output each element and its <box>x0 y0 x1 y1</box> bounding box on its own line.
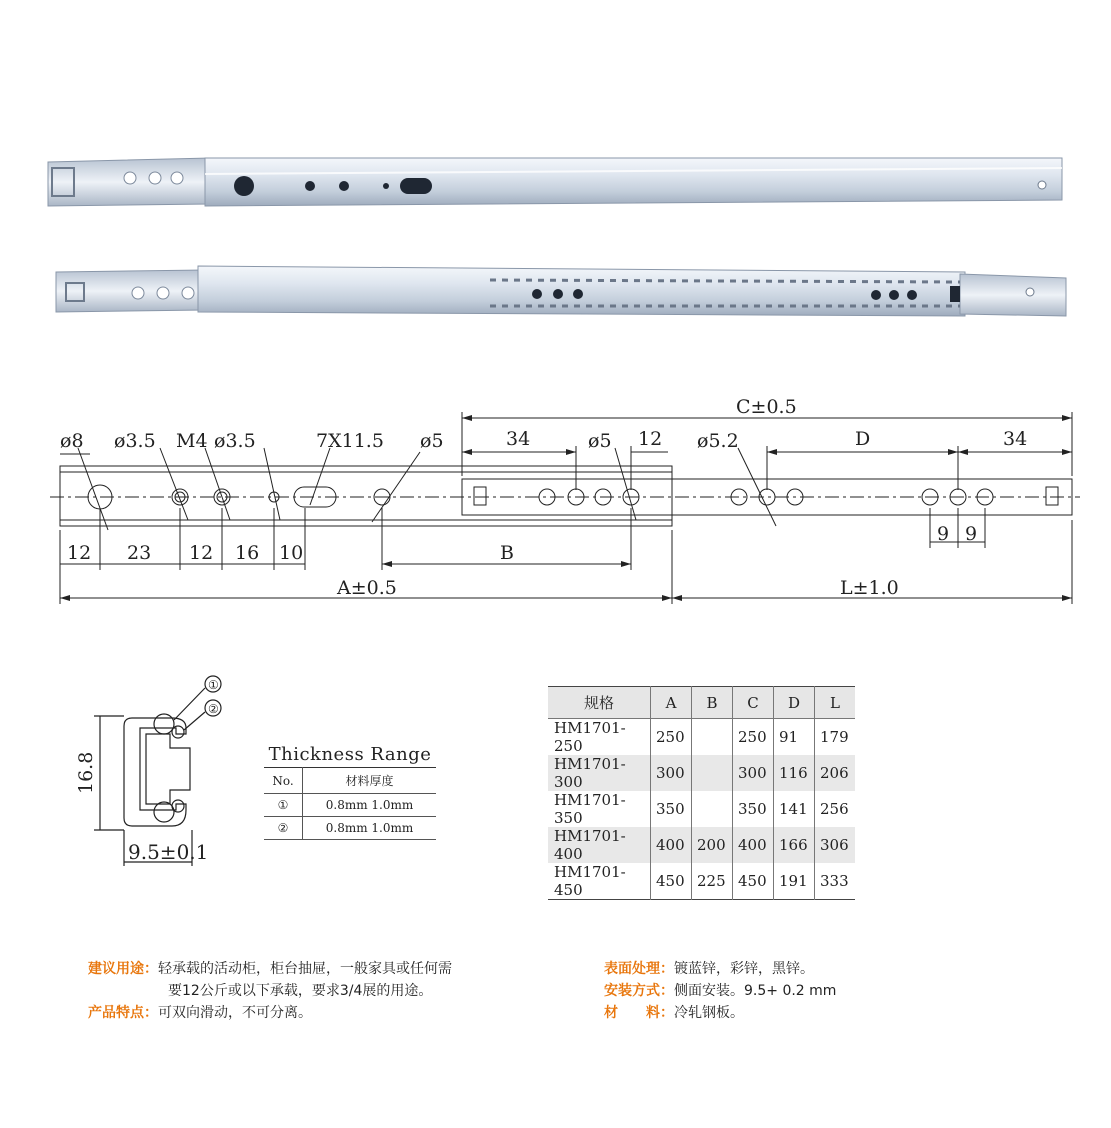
label-b12a: 12 <box>67 542 92 564</box>
thickness-row-no: ② <box>264 817 303 840</box>
spec-header-b: B <box>692 687 733 719</box>
spec-cell-d: 166 <box>774 827 815 863</box>
spec-cell-d: 191 <box>774 863 815 900</box>
marker-2: ② <box>208 702 219 716</box>
thickness-row <box>264 817 436 840</box>
thickness-row-value: 0.8mm 1.0mm <box>303 817 437 840</box>
spec-header-d: D <box>774 687 815 719</box>
spec-row <box>548 719 855 756</box>
thickness-row-no: ① <box>264 794 303 817</box>
feature-value: 可双向滑动，不可分离。 <box>158 1005 312 1021</box>
spec-cell-l: 256 <box>820 800 849 818</box>
spec-cell-model: HM1701-400 <box>548 827 651 863</box>
dimension-drawing <box>0 390 1111 620</box>
spec-cell-c: 250 <box>733 719 774 756</box>
label-b12b: 12 <box>189 542 214 564</box>
spec-cell-c: 300 <box>733 755 774 791</box>
profile-section <box>60 668 260 878</box>
spec-header-model: 规格 <box>548 687 651 719</box>
spec-cell-b <box>692 791 733 827</box>
spec-header-row <box>548 687 855 719</box>
spec-cell-model: HM1701-350 <box>548 791 651 827</box>
install-value: 侧面安装。9.5+ 0.2 mm <box>674 983 837 999</box>
spec-header-l: L <box>815 687 856 719</box>
spec-cell-l: 306 <box>815 827 856 863</box>
spec-cell-b <box>692 719 733 756</box>
spec-header-c: C <box>733 687 774 719</box>
label-top34b: 34 <box>1003 428 1028 450</box>
surface-value: 镀蓝锌，彩锌，黑锌。 <box>674 961 814 977</box>
usage-note <box>88 958 452 980</box>
spec-row <box>548 863 855 900</box>
thickness-row-value: 0.8mm 1.0mm <box>303 794 437 817</box>
label-a: A±0.5 <box>337 577 397 599</box>
spec-cell-b <box>692 755 733 791</box>
usage-value: 轻承载的活动柜，柜台抽屉，一般家具或任何需 <box>158 961 452 977</box>
spec-header-a: A <box>651 687 692 719</box>
thickness-range-table <box>264 744 436 840</box>
label-m4: M4 <box>176 430 208 452</box>
label-b23: 23 <box>127 542 152 564</box>
feature-note <box>88 1002 452 1024</box>
feature-key: 产品特点： <box>88 1005 158 1021</box>
thickness-header-no: No. <box>264 768 303 794</box>
usage-key: 建议用途： <box>88 961 158 977</box>
spec-cell-l: 333 <box>820 872 849 890</box>
spec-row <box>548 827 855 863</box>
label-d5b: ø5 <box>588 430 612 452</box>
install-note <box>604 980 836 1002</box>
spec-cell-a: 400 <box>651 827 692 863</box>
spec-cell-a: 250 <box>651 719 692 756</box>
spec-cell-c: 400 <box>733 827 774 863</box>
label-d5a: ø5 <box>420 430 444 452</box>
label-slot: 7X11.5 <box>316 430 384 452</box>
notes-right <box>604 958 836 1024</box>
spec-cell-l: 206 <box>815 755 856 791</box>
label-d52: ø5.2 <box>697 430 739 452</box>
spec-cell-model: HM1701-450 <box>548 863 651 900</box>
material-key: 材 料： <box>604 1005 674 1021</box>
install-key: 安装方式： <box>604 983 674 999</box>
surface-key: 表面处理： <box>604 961 674 977</box>
slide-rail-closed <box>48 158 1062 206</box>
label-d35a: ø3.5 <box>114 430 156 452</box>
label-b10: 10 <box>279 542 304 564</box>
spec-row <box>548 791 855 827</box>
label-b16: 16 <box>235 542 260 564</box>
usage-note-cont: 要12公斤或以下承载，要求3/4展的用途。 <box>168 983 433 999</box>
spec-cell-b: 200 <box>692 827 733 863</box>
product-photo <box>0 0 1111 340</box>
label-top-d: D <box>855 428 871 450</box>
spec-cell-a: 450 <box>651 863 692 900</box>
spec-cell-d: 141 <box>774 791 815 827</box>
label-b9b: 9 <box>965 523 978 545</box>
label-top12: 12 <box>638 428 663 450</box>
notes-left <box>88 958 452 1024</box>
slide-rail-open <box>56 266 1066 316</box>
spec-cell-model: HM1701-300 <box>548 755 651 791</box>
material-note <box>604 1002 836 1024</box>
thickness-title: Thickness Range <box>268 744 432 765</box>
spec-cell-c: 350 <box>733 791 774 827</box>
spec-cell-d: 116 <box>774 755 815 791</box>
label-top34a: 34 <box>506 428 531 450</box>
outer-rail-outline <box>60 466 672 526</box>
spec-cell-d: 91 <box>774 719 815 756</box>
spec-cell-c: 450 <box>733 863 774 900</box>
thickness-header-row <box>264 768 436 794</box>
profile-height-label: 16.8 <box>75 751 97 794</box>
label-b9a: 9 <box>937 523 950 545</box>
label-c: C±0.5 <box>736 396 797 418</box>
label-l: L±1.0 <box>840 577 899 599</box>
spec-table <box>548 686 855 900</box>
label-d35b: ø3.5 <box>214 430 256 452</box>
spec-cell-l: 179 <box>820 728 849 746</box>
thickness-header-material: 材料厚度 <box>303 768 437 794</box>
spec-cell-b: 225 <box>692 863 733 900</box>
thickness-row <box>264 794 436 817</box>
spec-row <box>548 755 855 791</box>
material-value: 冷轧钢板。 <box>674 1005 744 1021</box>
spec-cell-a: 350 <box>651 791 692 827</box>
spec-cell-model: HM1701-250 <box>548 719 651 756</box>
label-d8: ø8 <box>60 430 84 452</box>
profile-width-label: 9.5±0.1 <box>128 840 209 864</box>
marker-1: ① <box>208 678 219 692</box>
spec-cell-a: 300 <box>651 755 692 791</box>
surface-note <box>604 958 836 980</box>
label-b-b: B <box>500 542 514 564</box>
